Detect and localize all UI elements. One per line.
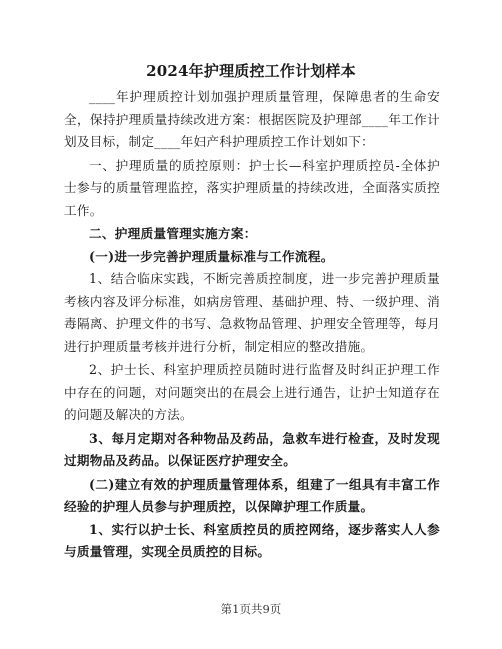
paragraph-item-1: 1、结合临床实践，不断完善质控制度，进一步完善护理质量考核内容及评分标准，如病房管理、基础护理、特、一级护理、消毒隔离、护理文件的书写、急救物品管理、护理安全管理等，每月进行护理质量考核并进行分析，制定相应的整改措施。 — [64, 271, 440, 354]
paragraph-item-4: 1、实行以护士长、科室质控员的质控网络，逐步落实人人参与质量管理，实现全员质控的目标。 — [64, 521, 440, 559]
page-title: 2024年护理质控工作计划样本 — [146, 62, 356, 80]
subsection-heading-system: (二)建立有效的护理质量管理体系，组建了一组具有丰富工作经验的护理人员参与护理质控，以保障护理工作质量。 — [64, 476, 440, 514]
paragraph-intro: ____年护理质控计划加强护理质量管理，保障患者的生命安全，保持护理质量持续改进方案：根据医院及护理部____年工作计划及目标，制定____年妇产科护理质控工作计划如下： — [64, 89, 440, 149]
section-heading-implementation: 二、护理质量管理实施方案： — [89, 226, 257, 241]
document-body — [64, 86, 440, 564]
subsection-heading-standards: (一)进一步完善护理质量标准与工作流程。 — [89, 248, 334, 264]
paragraph-item-2: 2、护士长、科室护理质控员随时进行监督及时纠正护理工作中存在的问题，对问题突出的在晨会上进行通告，让护士知道存在的问题及解决的方法。 — [64, 362, 440, 422]
paragraph-principle: 一、护理质量的质控原则：护士长—科室护理质控员-全体护士参与的质量管理监控，落实护理质量的持续改进，全面落实质控工作。 — [64, 157, 440, 218]
paragraph-item-3: 3、每月定期对各种物品及药品，急救车进行检查，及时发现过期物品及药品。以保证医疗护理安全。 — [64, 430, 440, 468]
page-footer: 第1页共9页 — [220, 602, 282, 616]
